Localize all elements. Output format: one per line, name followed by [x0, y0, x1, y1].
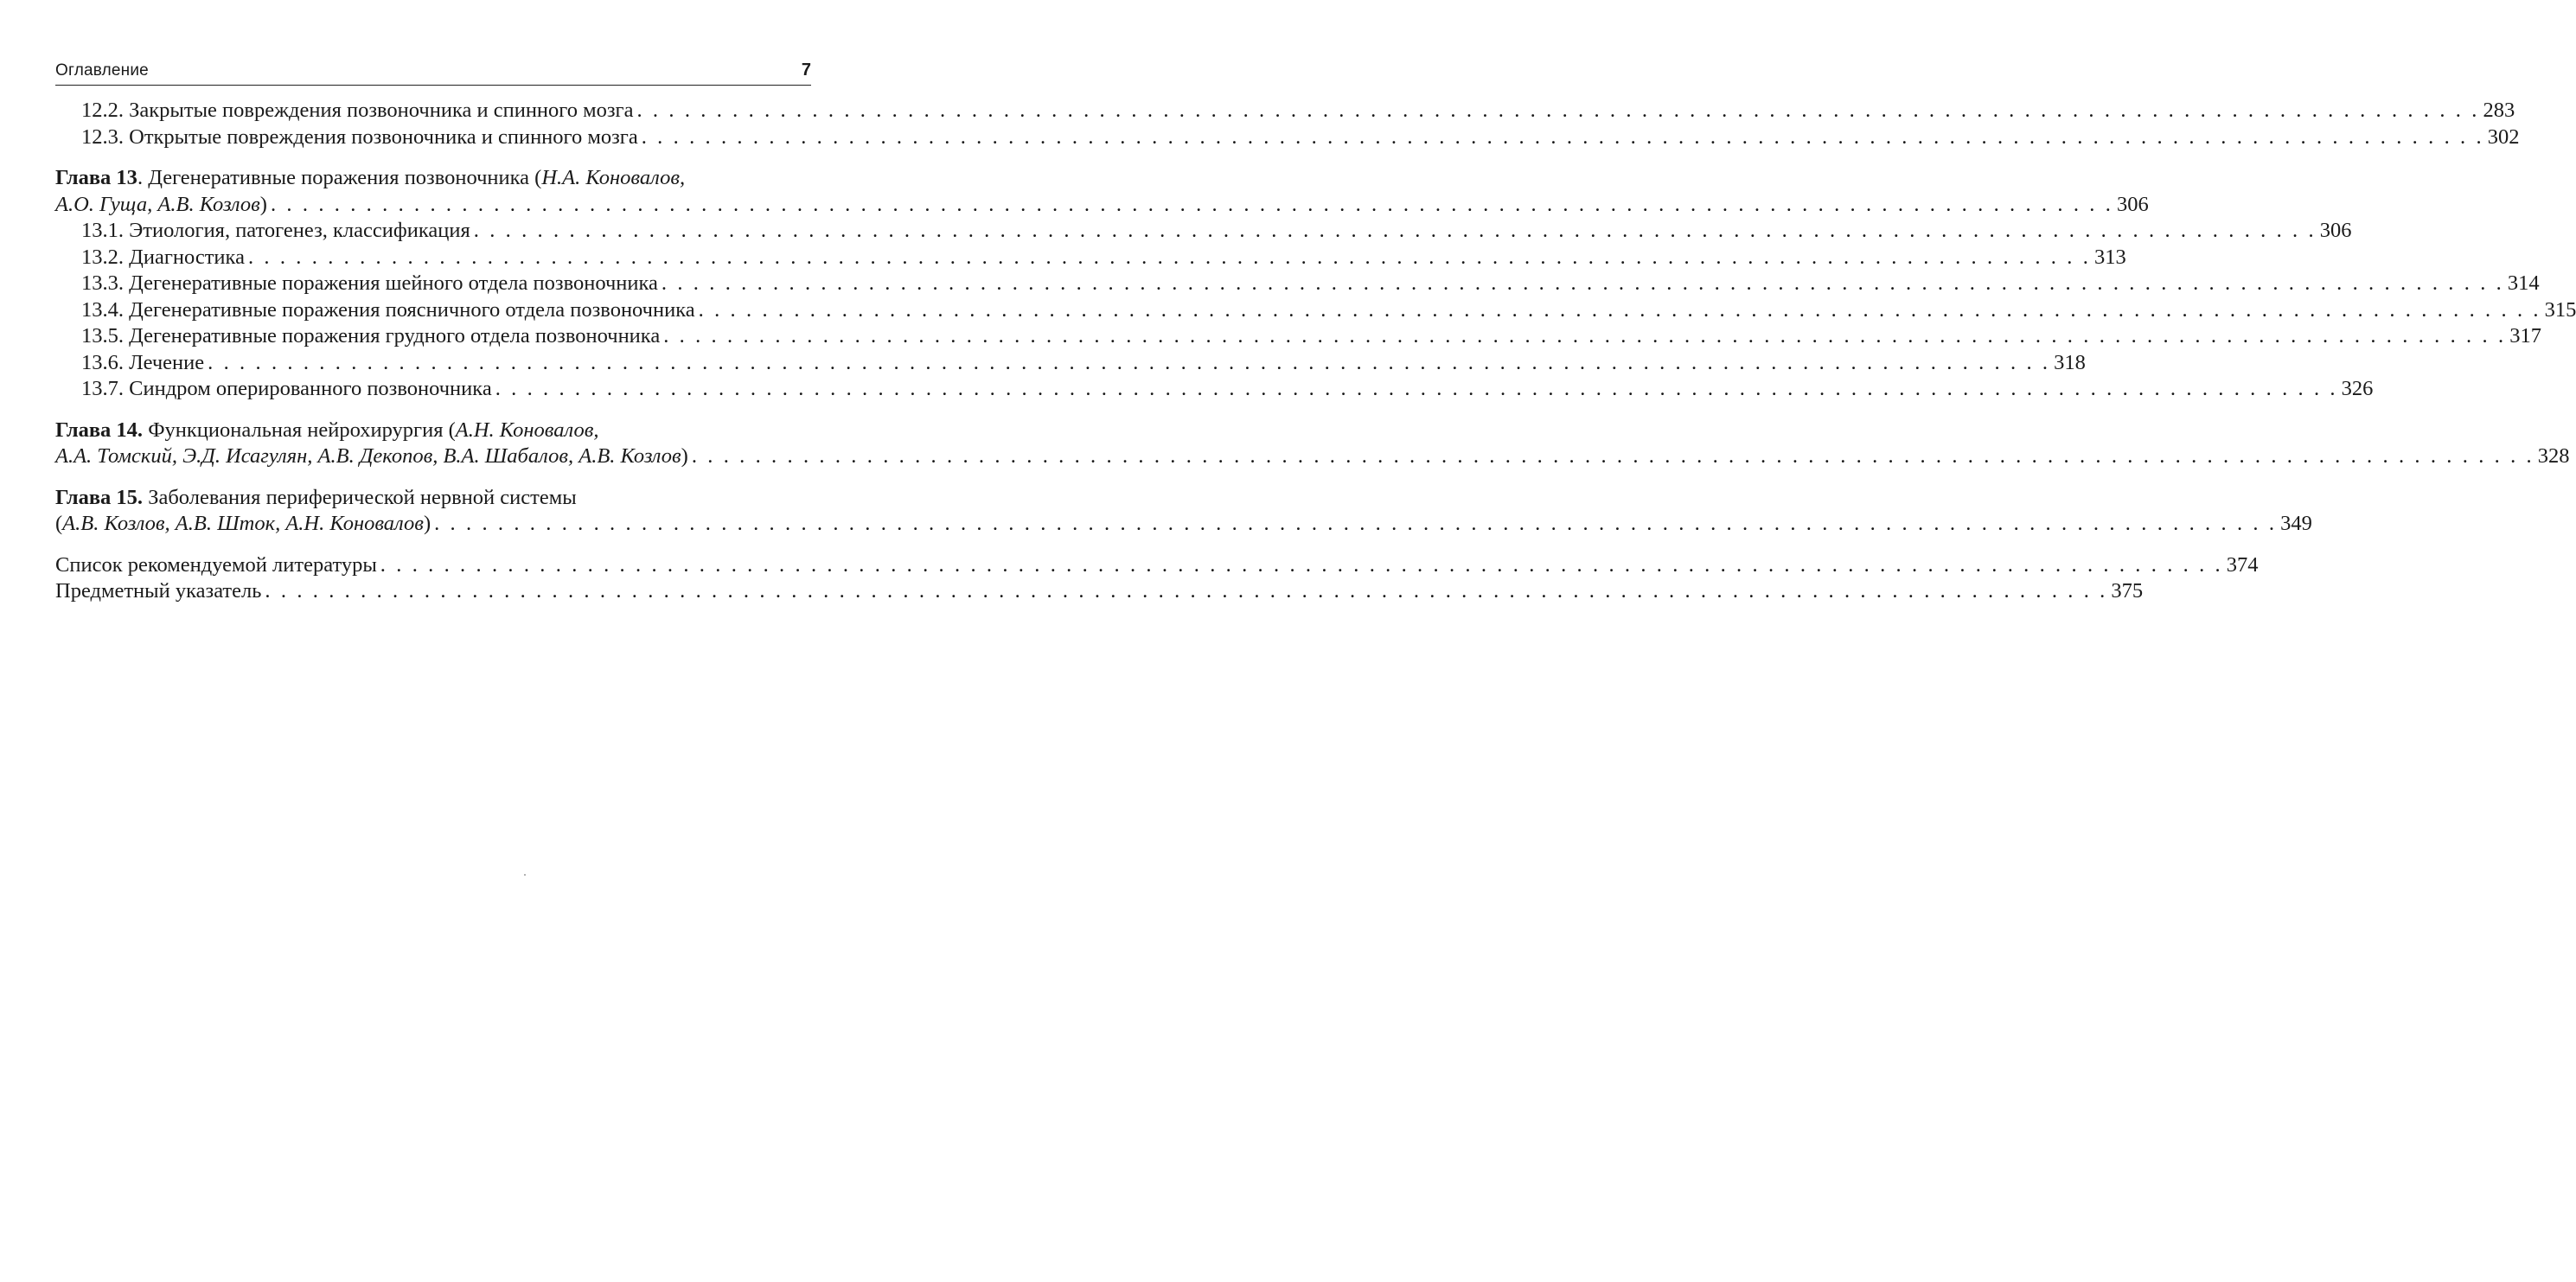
header-page-number: 7 [801, 61, 811, 80]
toc-page-number: 375 [2111, 579, 2144, 603]
toc-entry-label: 13.6. Лечение [81, 350, 205, 374]
dot-leader [636, 98, 2479, 124]
toc-entry-13-4[interactable] [55, 297, 2576, 324]
toc-chapter-13[interactable]: Глава 13. Дегенеративные поражения позвоночника (Н.А. Коновалов, А.О. Гуща, А.В. Козлов) . . . 306 [55, 165, 813, 218]
dot-leader [662, 271, 2504, 297]
toc-entry-13-5[interactable] [55, 323, 2541, 350]
dot-leader [434, 511, 2277, 538]
toc-entry-12-3[interactable] [55, 124, 2520, 151]
chapter-authors: А.Н. Коновалов, [455, 418, 599, 442]
chapter-title: Заболевания периферической нервной системы [143, 485, 577, 509]
toc-entry-label: Список рекомендуемой литературы [55, 552, 377, 577]
dot-leader [663, 323, 2506, 350]
dot-leader [495, 376, 2338, 403]
toc-entry-label: 13.3. Дегенеративные поражения шейного отдела позвоночника [81, 271, 658, 295]
header-title: Оглавление [55, 61, 149, 80]
chapter-authors: Н.А. Коновалов, [541, 166, 686, 189]
chapter-title: Функциональная нейрохирургия ( [143, 418, 456, 442]
toc-page-number: 318 [2054, 350, 2086, 374]
dot-leader [208, 350, 2050, 377]
toc-entry-label: 12.2. Закрытые повреждения позвоночника и спинного мозга [81, 99, 634, 122]
table-of-contents [55, 98, 2576, 605]
toc-entry-label: 13.1. Этиология, патогенез, классификация [81, 219, 470, 242]
dot-leader [380, 552, 2223, 579]
toc-page-number: 317 [2509, 324, 2541, 348]
toc-entry-literature[interactable] [55, 552, 2259, 579]
toc-entry-13-2[interactable] [55, 245, 2126, 271]
toc-page-number: 302 [2487, 124, 2520, 149]
toc-entry-13-1[interactable] [55, 218, 2352, 245]
dot-leader [265, 578, 2107, 605]
chapter-authors-continued: А.А. Томский, Э.Д. Исагулян, А.В. Декопов, В.А. Шабалов, А.В. Козлов [55, 444, 681, 468]
toc-entry-label: Предметный указатель [55, 579, 262, 603]
toc-entry-12-2[interactable] [55, 98, 2515, 124]
toc-entry-label: 13.7. Синдром оперированного позвоночника [81, 377, 492, 400]
dot-leader [248, 245, 2091, 271]
chapter-prefix: Глава 13 [55, 166, 137, 189]
toc-entry-label: 12.3. Открытые повреждения позвоночника и спинного мозга [81, 124, 638, 149]
chapter-prefix: Глава 14. [55, 418, 144, 442]
toc-page-number: 306 [2319, 219, 2352, 242]
paper-speck [524, 874, 526, 876]
dot-leader [642, 124, 2484, 151]
toc-entry-13-6[interactable] [55, 350, 2086, 377]
toc-page-number: 326 [2341, 377, 2374, 400]
dot-leader [271, 192, 2113, 219]
toc-page-number: 306 [2116, 192, 2149, 216]
toc-entry-13-3[interactable] [55, 271, 2540, 297]
running-header [55, 54, 811, 86]
toc-page-number: 374 [2226, 552, 2259, 577]
toc-page-number: 314 [2507, 271, 2540, 295]
chapter-prefix: Глава 15. [55, 485, 144, 509]
toc-page-number: 349 [2280, 512, 2312, 535]
chapter-title: . Дегенеративные поражения позвоночника ( [137, 166, 542, 189]
toc-entry-13-7[interactable] [55, 376, 2374, 403]
chapter-authors: А.В. Козлов, А.В. Шток, А.Н. Коновалов [62, 512, 424, 535]
toc-page-number: 313 [2093, 245, 2126, 269]
toc-entry-label: 13.4. Дегенеративные поражения поясничного отдела позвоночника [81, 297, 695, 322]
dot-leader [699, 297, 2541, 324]
toc-entry-index[interactable] [55, 578, 2144, 605]
toc-page-number: 328 [2537, 444, 2570, 468]
dot-leader [692, 443, 2534, 470]
chapter-authors-continued: А.О. Гуща, А.В. Козлов [55, 192, 260, 216]
dot-leader [474, 218, 2317, 245]
toc-chapter-15[interactable]: Глава 15. Заболевания периферической нервной системы (А.В. Козлов, А.В. Шток, А.Н. Коновалов) . . . 349 [55, 485, 813, 538]
toc-page-number: 283 [2483, 99, 2515, 122]
toc-chapter-14[interactable]: Глава 14. Функциональная нейрохирургия (А.Н. Коновалов, А.А. Томский, Э.Д. Исагулян, А.В. Декопов, В.А. Шабалов, А.В. Козлов) . . . 328 [55, 418, 813, 470]
toc-entry-label: 13.5. Дегенеративные поражения грудного отдела позвоночника [81, 324, 661, 348]
toc-entry-label: 13.2. Диагностика [81, 245, 245, 269]
toc-page-number: 315 [2544, 297, 2576, 322]
